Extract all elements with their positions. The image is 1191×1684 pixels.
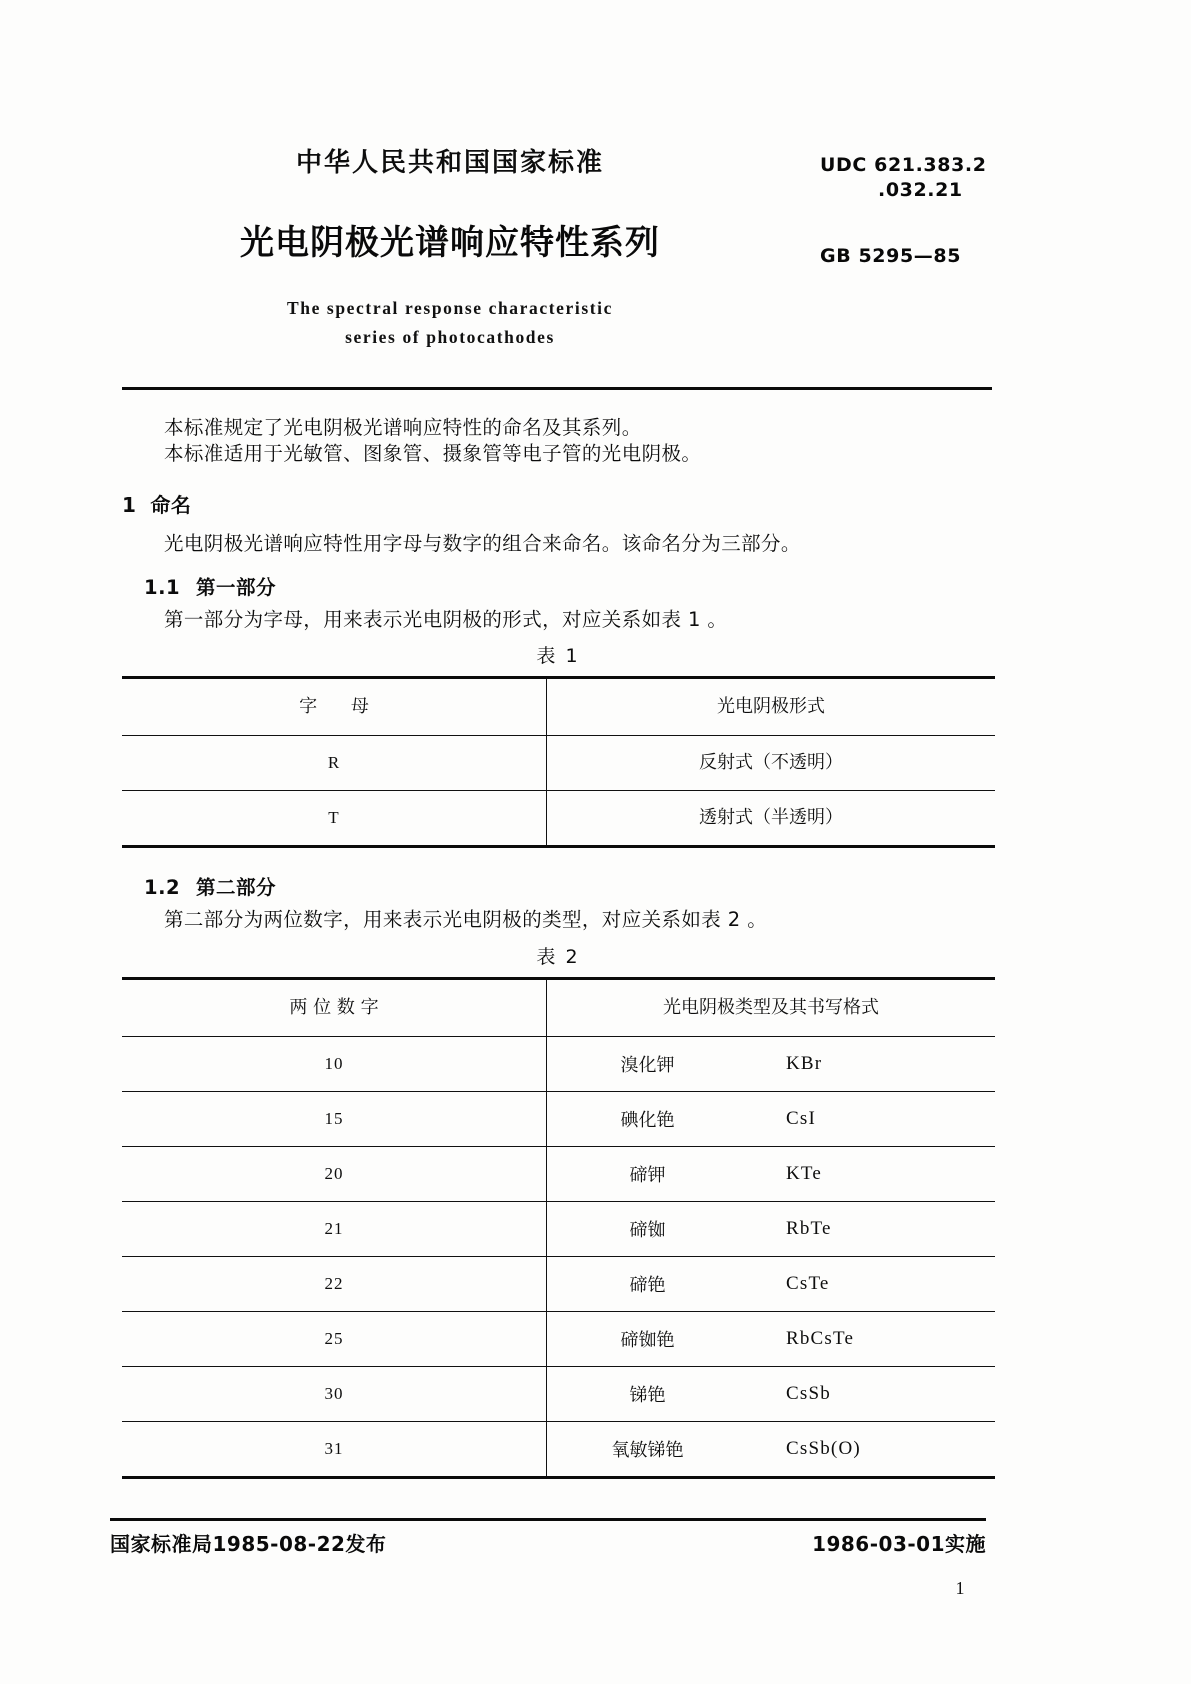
table-row <box>122 1256 995 1311</box>
section-1-2-number: 1.2 <box>144 876 181 899</box>
table-row <box>122 1201 995 1256</box>
table-row <box>122 1366 995 1421</box>
table-1-header-letter: 字 母 <box>299 696 383 717</box>
table-row <box>122 1311 995 1366</box>
table-1-cell-type: 透射式（半透明） <box>699 807 843 828</box>
intro-paragraph-2: 本标准适用于光敏管、图象管、摄象管等电子管的光电阴极。 <box>164 441 702 465</box>
footer-divider <box>110 1518 986 1521</box>
table-2-cell-formula: CsSb(O) <box>785 1437 861 1459</box>
standard-number: GB 5295—85 <box>820 245 962 267</box>
table-2-cell-name: 碲铯 <box>629 1274 666 1296</box>
table-1-cell-letter: T <box>328 808 340 827</box>
header-codes-block <box>820 154 1070 267</box>
table-2-cell-code: 31 <box>324 1438 344 1458</box>
table-2-header-row <box>122 978 995 1036</box>
table-1-caption: 表 1 <box>536 645 580 667</box>
table-2-cell-name: 溴化钾 <box>620 1054 675 1076</box>
table-row <box>122 1146 995 1201</box>
national-standard-label: 中华人民共和国国家标准 <box>295 148 604 178</box>
section-1-heading <box>122 489 994 518</box>
table-2-header-type: 光电阴极类型及其书写格式 <box>663 996 879 1018</box>
table-2 <box>122 977 995 1479</box>
table-2-cell-formula: CsSb <box>785 1382 831 1404</box>
english-title-line2: series of photocathodes <box>345 326 555 347</box>
table-2-cell-code: 15 <box>324 1108 344 1128</box>
table-2-cell-code: 20 <box>324 1163 344 1183</box>
page-title: 光电阴极光谱响应特性系列 <box>240 223 660 264</box>
table-2-cell-name: 氧敏锑铯 <box>611 1439 684 1461</box>
section-1-paragraph: 光电阴极光谱响应特性用字母与数字的组合来命名。该命名分为三部分。 <box>164 532 801 555</box>
table-2-header-code: 两 位 数 字 <box>289 996 379 1018</box>
table-2-cell-code: 25 <box>324 1328 344 1348</box>
intro-paragraph-1: 本标准规定了光电阴极光谱响应特性的命名及其系列。 <box>164 416 642 439</box>
table-2-cell-formula: RbTe <box>785 1217 832 1239</box>
table-2-cell-name: 碲铷铯 <box>620 1329 675 1351</box>
header-title-block <box>120 148 780 352</box>
document-footer <box>110 1528 986 1557</box>
section-1-title: 命名 <box>150 493 192 517</box>
issue-date: 国家标准局1985-08-22发布 <box>110 1532 387 1556</box>
table-2-cell-name: 碲铷 <box>629 1219 666 1241</box>
table-2-cell-code: 21 <box>324 1218 344 1238</box>
table-2-cell-formula: CsI <box>785 1107 816 1129</box>
table-2-cell-code: 22 <box>324 1273 344 1293</box>
section-1-1-number: 1.1 <box>144 575 181 599</box>
header-divider <box>122 387 992 390</box>
udc-code-line1: UDC 621.383.2 <box>820 154 987 176</box>
table-2-cell-formula: CsTe <box>785 1272 830 1294</box>
table-2-cell-name: 锑铯 <box>629 1384 666 1406</box>
table-1-cell-letter: R <box>327 753 341 772</box>
english-title <box>120 294 780 352</box>
table-row <box>122 1036 995 1091</box>
table-2-cell-formula: RbCsTe <box>785 1327 855 1349</box>
table-2-cell-formula: KBr <box>785 1052 823 1074</box>
section-1-2-paragraph: 第二部分为两位数字，用来表示光电阴极的类型，对应关系如表 2 。 <box>164 908 768 931</box>
table-1 <box>122 676 995 848</box>
section-1-2-heading <box>144 872 994 900</box>
section-1-2-title: 第二部分 <box>196 876 277 899</box>
table-row <box>122 736 995 791</box>
table-1-cell-type: 反射式（不透明） <box>699 752 843 773</box>
table-1-header-row <box>122 678 995 736</box>
table-2-cell-name: 碘化铯 <box>620 1109 675 1131</box>
table-2-caption: 表 2 <box>536 945 580 968</box>
table-row <box>122 791 995 847</box>
english-title-line1: The spectral response characteristic <box>286 297 614 318</box>
section-1-1-title: 第一部分 <box>196 575 277 599</box>
effective-date: 1986-03-01实施 <box>812 1532 986 1556</box>
section-1-1-heading <box>144 572 994 600</box>
table-2-cell-name: 碲钾 <box>629 1164 666 1186</box>
table-1-header-type: 光电阴极形式 <box>717 696 825 717</box>
page-number: 1 <box>955 1578 965 1598</box>
document-body <box>122 408 994 1479</box>
section-1-number: 1 <box>122 493 137 517</box>
table-row <box>122 1091 995 1146</box>
table-row <box>122 1421 995 1477</box>
section-1-1-paragraph: 第一部分为字母，用来表示光电阴极的形式，对应关系如表 1 。 <box>164 607 728 631</box>
udc-code-line2: .032.21 <box>878 179 963 201</box>
table-2-cell-code: 10 <box>324 1053 344 1073</box>
table-2-cell-formula: KTe <box>785 1162 823 1184</box>
table-2-cell-code: 30 <box>324 1383 344 1403</box>
